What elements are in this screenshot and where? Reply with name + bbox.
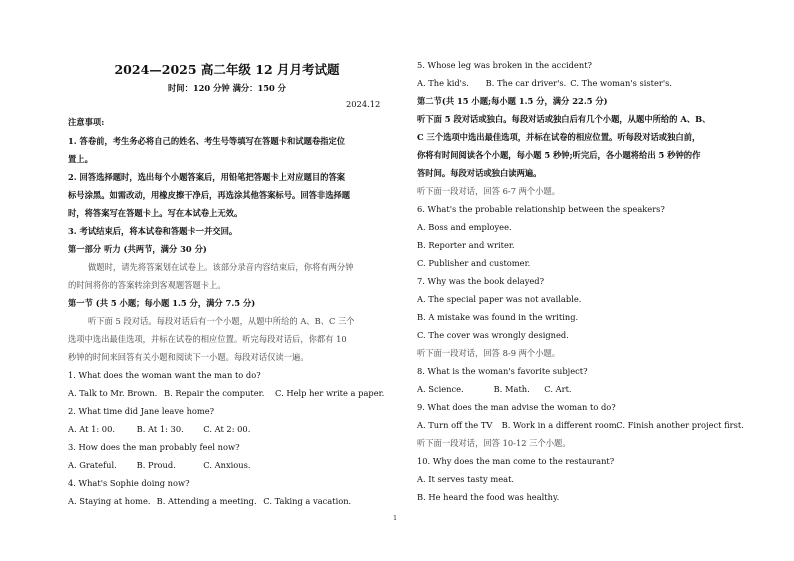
option: A. Talk to Mr. Brown.: [68, 388, 158, 398]
listen-instruction: 听下面一段对话，回答 8-9 两个小题。: [417, 348, 561, 358]
option: A. Science.: [417, 384, 464, 394]
question-4: 4. What's Sophie doing now?: [68, 478, 190, 488]
section2-intro-line: 听下面 5 段对话或独白。每段对话或独白后有几个小题，从题中所给的 A、B、: [417, 114, 711, 124]
section1-intro-line: 选项中选出最佳选项，并标在试卷的相应位置。听完每段对话后，你都有 10: [68, 334, 347, 344]
section1-intro-line: 听下面 5 段对话。每段对话后有一个小题，从题中所给的 A、B、C 三个: [88, 316, 355, 326]
question-3-options: [68, 460, 251, 470]
question-4-options: [68, 496, 351, 506]
question-9: 9. What does the man advise the woman to do?: [417, 402, 616, 412]
option: A. Staying at home.: [68, 496, 151, 506]
exam-title: 2024—2025 高二年级 12 月月考试题: [114, 62, 340, 77]
question-2-options: [68, 424, 250, 434]
option: C. At 2: 00.: [203, 424, 251, 434]
option: C. The woman's sister's.: [570, 78, 673, 88]
option: C. Art.: [544, 384, 572, 394]
option: A. The kid's.: [417, 78, 469, 88]
question-7-option: A. The special paper was not available.: [417, 294, 582, 304]
option: C. Taking a vacation.: [263, 496, 352, 506]
option: A. Grateful.: [68, 460, 117, 470]
question-1: 1. What does the woman want the man to do?: [68, 370, 261, 380]
exam-date: 2024.12: [346, 99, 381, 109]
part1-heading: 第一部分 听力 (共两节，满分 30 分): [68, 244, 207, 254]
question-6-option: C. Publisher and customer.: [417, 258, 531, 268]
question-8-options: [417, 384, 572, 394]
option: B. Math.: [493, 384, 530, 394]
question-7-option: B. A mistake was found in the writing.: [417, 312, 579, 322]
question-2: 2. What time did Jane leave home?: [68, 406, 215, 416]
option: B. At 1: 30.: [136, 424, 184, 434]
question-5: 5. Whose leg was broken in the accident?: [417, 60, 592, 70]
note-line: 3. 考试结束后，将本试卷和答题卡一并交回。: [68, 226, 238, 236]
note-line: 置上。: [68, 154, 93, 164]
option: A. At 1: 00.: [68, 424, 115, 434]
question-10-option: B. He heard the food was healthy.: [417, 492, 560, 502]
section2-heading: 第二节(共 15 小题;每小题 1.5 分，满分 22.5 分): [417, 96, 608, 106]
option: C. Anxious.: [203, 460, 251, 470]
note-line: 标号涂黑。如需改动，用橡皮擦干净后，再选涂其他答案标号。回答非选择题: [68, 190, 351, 200]
option: B. Repair the computer.: [164, 388, 265, 398]
option: B. The car driver's.: [485, 78, 567, 88]
question-7-option: C. The cover was wrongly designed.: [417, 330, 569, 340]
exam-time-score: 时间：120 分钟 满分：150 分: [168, 83, 286, 93]
part1-intro-line: 的时间将你的答案转涂到客观题答题卡上。: [68, 280, 226, 290]
question-10: 10. Why does the man come to the restaurant?: [417, 456, 615, 466]
option: B. Proud.: [136, 460, 176, 470]
section1-heading: 第一节 (共 5 小题；每小题 1.5 分，满分 7.5 分): [68, 298, 256, 308]
question-5-options: [417, 78, 672, 88]
question-10-option: A. It serves tasty meat.: [417, 474, 515, 484]
option: C. Finish another project first.: [616, 420, 744, 430]
question-1-options: [68, 388, 384, 398]
option: B. Work in a different room.: [501, 420, 620, 430]
section1-intro-line: 秒钟的时间来回答有关小题和阅读下一小题。每段对话仅读一遍。: [68, 352, 309, 362]
question-6-option: B. Reporter and writer.: [417, 240, 515, 250]
question-6: 6. What's the probable relationship between the speakers?: [417, 204, 665, 214]
section2-intro-line: C 三个选项中选出最佳选项，并标在试卷的相应位置。听每段对话或独白前，: [417, 132, 701, 142]
part1-intro-line: 做题时，请先将答案划在试卷上。该部分录音内容结束后，你将有两分钟: [88, 262, 354, 272]
option: C. Help her write a paper.: [275, 388, 385, 398]
question-7: 7. Why was the book delayed?: [417, 276, 545, 286]
question-6-option: A. Boss and employee.: [417, 222, 512, 232]
section2-intro-line: 答时间。每段对话或独白读两遍。: [417, 168, 542, 178]
note-line: 2. 回答选择题时，选出每个小题答案后，用铅笔把答题卡上对应题目的答案: [68, 172, 346, 182]
option: B. Attending a meeting.: [156, 496, 257, 506]
question-8: 8. What is the woman's favorite subject?: [417, 366, 588, 376]
section2-intro-line: 你将有时间阅读各个小题，每小题 5 秒钟;听完后，各小题将给出 5 秒钟的作: [417, 150, 701, 160]
listen-instruction: 听下面一段对话，回答 10-12 三个小题。: [417, 438, 571, 448]
notes-heading: 注意事项:: [68, 117, 105, 127]
listen-instruction: 听下面一段对话，回答 6-7 两个小题。: [417, 186, 561, 196]
note-line: 1. 答卷前，考生务必将自己的姓名、考生号等填写在答题卡和试题卷指定位: [68, 136, 346, 146]
option: A. Turn off the TV: [417, 420, 493, 430]
question-3: 3. How does the man probably feel now?: [68, 442, 240, 452]
note-line: 时，将答案写在答题卡上。写在本试卷上无效。: [68, 208, 243, 218]
page-number: 1: [393, 514, 398, 522]
question-9-options: [417, 420, 744, 430]
